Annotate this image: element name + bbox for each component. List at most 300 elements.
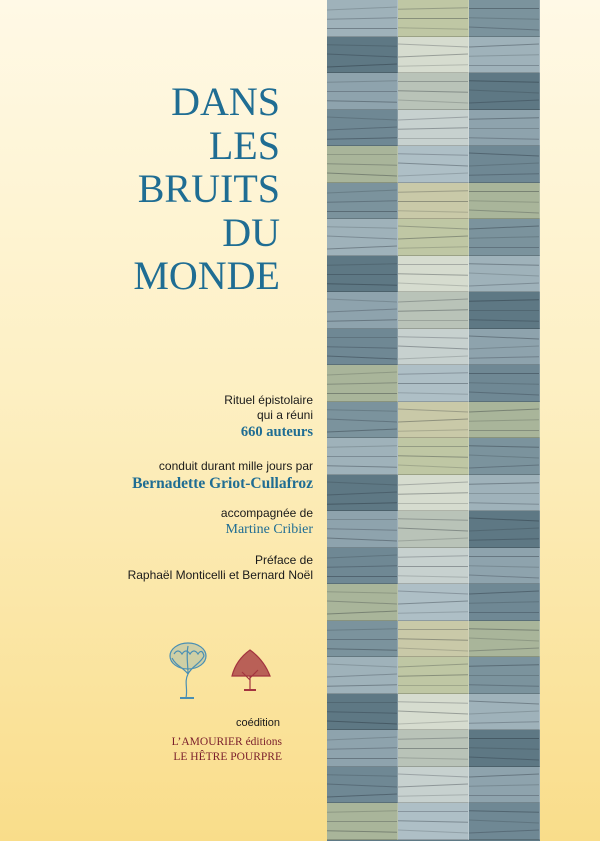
collage-tile	[327, 621, 398, 658]
handwriting-stroke	[469, 27, 539, 31]
handwriting-stroke	[469, 445, 539, 447]
handwriting-stroke	[469, 226, 539, 230]
title-line: LES	[208, 122, 280, 168]
handwriting-stroke	[398, 320, 468, 321]
collage-tile	[469, 803, 540, 840]
handwriting-stroke	[469, 54, 539, 56]
collage-tile	[469, 37, 540, 74]
handwriting-stroke	[398, 647, 468, 651]
handwriting-stroke	[398, 720, 468, 724]
conduit-line: conduit durant mille jours par	[158, 459, 313, 473]
handwriting-stroke	[469, 795, 539, 796]
collage-tile	[327, 146, 398, 183]
handwriting-stroke	[398, 282, 468, 286]
handwriting-stroke	[469, 810, 539, 812]
title-line: DU	[222, 209, 280, 255]
collage-tile	[398, 0, 469, 37]
handwriting-stroke	[469, 556, 539, 557]
collage-tile	[398, 146, 469, 183]
handwriting-stroke	[398, 27, 468, 29]
collage-tile	[469, 146, 540, 183]
ritual-line: qui a réuni	[256, 408, 313, 422]
handwriting-stroke	[469, 90, 539, 94]
handwriting-stroke	[398, 418, 468, 422]
handwriting-stroke	[469, 100, 539, 104]
handwriting-stroke	[398, 345, 468, 349]
handwriting-stroke	[327, 63, 397, 67]
handwriting-stroke	[327, 465, 397, 467]
collage-tile	[327, 73, 398, 110]
collage-tile	[398, 548, 469, 585]
handwriting-stroke	[398, 201, 468, 202]
handwriting-stroke	[398, 638, 468, 640]
olive-tree-icon	[170, 643, 206, 698]
handwriting-stroke	[327, 783, 397, 787]
handwriting-stroke	[327, 601, 397, 605]
handwriting-stroke	[469, 493, 539, 494]
collage-tile	[469, 511, 540, 548]
collage-tile	[398, 402, 469, 439]
handwriting-stroke	[398, 309, 468, 311]
handwriting-stroke	[469, 710, 539, 714]
collage-tile	[398, 584, 469, 621]
collage-tile	[327, 183, 398, 220]
collage-tile	[469, 730, 540, 767]
handwriting-stroke	[469, 518, 539, 522]
handwriting-stroke	[398, 372, 468, 374]
handwriting-stroke	[327, 628, 397, 630]
preface-line: Préface de	[254, 553, 313, 567]
collage-tile	[327, 730, 398, 767]
collage-tile	[398, 329, 469, 366]
handwriting-stroke	[327, 810, 397, 812]
handwriting-stroke	[398, 336, 468, 338]
collage-tile	[469, 0, 540, 37]
handwriting-stroke	[398, 518, 468, 520]
handwriting-stroke	[398, 429, 468, 431]
handwriting-stroke	[327, 830, 397, 832]
handwriting-stroke	[327, 428, 397, 432]
handwriting-stroke	[469, 272, 539, 276]
collage-tile	[398, 292, 469, 329]
handwriting-stroke	[469, 209, 539, 213]
handwriting-stroke	[327, 126, 397, 130]
handwriting-stroke	[469, 684, 539, 686]
collage-tile	[469, 110, 540, 147]
handwriting-stroke	[327, 737, 397, 741]
handwriting-stroke	[327, 355, 397, 359]
handwriting-stroke	[469, 419, 539, 421]
collage-tile	[469, 584, 540, 621]
handwriting-stroke	[327, 747, 397, 749]
handwriting-stroke	[398, 273, 468, 275]
handwriting-stroke	[398, 355, 468, 359]
handwriting-stroke	[327, 648, 397, 650]
handwriting-stroke	[469, 319, 539, 321]
handwriting-stroke	[398, 383, 468, 384]
handwriting-stroke	[327, 283, 397, 285]
collage-artwork	[327, 0, 540, 841]
handwriting-stroke	[327, 246, 397, 250]
handwriting-stroke	[398, 210, 468, 212]
collage-tile	[327, 37, 398, 74]
collage-tile	[469, 329, 540, 366]
collage-tile	[398, 511, 469, 548]
handwriting-stroke	[398, 43, 468, 47]
collage-tile	[469, 621, 540, 658]
handwriting-stroke	[327, 711, 397, 713]
handwriting-stroke	[398, 138, 468, 139]
handwriting-stroke	[327, 702, 397, 703]
handwriting-stroke	[469, 591, 539, 595]
collage-tile	[398, 621, 469, 658]
collage-tile	[327, 365, 398, 402]
handwriting-stroke	[469, 565, 539, 567]
handwriting-stroke	[398, 701, 468, 703]
handwriting-stroke	[327, 200, 397, 202]
handwriting-stroke	[327, 565, 397, 567]
handwriting-stroke	[398, 820, 468, 822]
handwriting-stroke	[469, 173, 539, 175]
handwriting-stroke	[327, 346, 397, 348]
collage-tile	[327, 803, 398, 840]
handwriting-stroke	[327, 538, 397, 542]
handwriting-stroke	[327, 189, 397, 193]
handwriting-stroke	[327, 309, 397, 313]
handwriting-stroke	[469, 263, 539, 265]
handwriting-stroke	[327, 445, 397, 447]
handwriting-stroke	[469, 784, 539, 786]
collage-tile	[469, 73, 540, 110]
handwriting-stroke	[469, 820, 539, 824]
handwriting-stroke	[327, 528, 397, 530]
handwriting-stroke	[469, 538, 539, 540]
title-line: MONDE	[133, 253, 280, 298]
handwriting-stroke	[469, 574, 539, 578]
collage-tile	[469, 475, 540, 512]
handwriting-stroke	[398, 81, 468, 82]
collage-tile	[327, 292, 398, 329]
handwriting-stroke	[327, 7, 397, 11]
handwriting-stroke	[398, 116, 468, 120]
collage-tile	[398, 657, 469, 694]
collage-tile	[469, 183, 540, 220]
collage-tile	[327, 694, 398, 731]
handwriting-stroke	[398, 629, 468, 630]
ritual-block	[224, 393, 313, 441]
handwriting-stroke	[398, 481, 468, 485]
handwriting-stroke	[327, 173, 397, 177]
handwriting-stroke	[327, 758, 397, 759]
handwriting-stroke	[327, 299, 397, 303]
handwriting-stroke	[327, 91, 397, 92]
handwriting-stroke	[398, 566, 468, 567]
handwriting-stroke	[469, 8, 539, 9]
handwriting-stroke	[469, 502, 539, 504]
collage-tile	[398, 475, 469, 512]
handwriting-stroke	[469, 738, 539, 739]
handwriting-stroke	[398, 7, 468, 9]
handwriting-stroke	[469, 721, 539, 723]
handwriting-stroke	[469, 700, 539, 704]
handwriting-stroke	[469, 455, 539, 459]
collage-tile	[327, 438, 398, 475]
collage-tile	[469, 365, 540, 402]
book-title	[120, 80, 280, 298]
handwriting-stroke	[469, 664, 539, 666]
handwriting-stroke	[327, 393, 397, 394]
handwriting-stroke	[327, 576, 397, 577]
handwriting-stroke	[469, 612, 539, 613]
handwriting-stroke	[398, 90, 468, 92]
handwriting-stroke	[327, 720, 397, 724]
title-line: DANS	[171, 79, 280, 124]
handwriting-stroke	[469, 637, 539, 641]
handwriting-stroke	[398, 685, 468, 686]
ritual-line: Rituel épistolaire	[224, 393, 313, 407]
handwriting-stroke	[469, 373, 539, 374]
collage-tile	[469, 767, 540, 804]
handwriting-stroke	[398, 455, 468, 457]
handwriting-stroke	[398, 100, 468, 104]
handwriting-stroke	[327, 116, 397, 120]
collage-tile	[327, 584, 398, 621]
title-line: BRUITS	[137, 166, 280, 211]
handwriting-stroke	[469, 80, 539, 82]
handwriting-stroke	[327, 44, 397, 46]
handwriting-stroke	[398, 299, 468, 303]
handwriting-stroke	[469, 191, 539, 192]
handwriting-stroke	[327, 611, 397, 615]
handwriting-stroke	[469, 465, 539, 469]
handwriting-stroke	[398, 127, 468, 129]
collage-tile	[398, 73, 469, 110]
handwriting-stroke	[469, 17, 539, 19]
collage-tile	[469, 402, 540, 439]
handwriting-stroke	[327, 137, 397, 139]
handwriting-stroke	[327, 674, 397, 678]
collage-tile	[327, 0, 398, 37]
collage-tile	[327, 657, 398, 694]
handwriting-stroke	[327, 226, 397, 228]
handwriting-stroke	[398, 226, 468, 230]
collage-tile	[398, 110, 469, 147]
collage-tile	[398, 183, 469, 220]
handwriting-stroke	[469, 247, 539, 248]
handwriting-stroke	[469, 282, 539, 286]
collage-tile	[398, 438, 469, 475]
handwriting-stroke	[327, 554, 397, 558]
handwriting-stroke	[398, 674, 468, 676]
handwriting-stroke	[398, 492, 468, 494]
collage-tile	[327, 475, 398, 512]
handwriting-stroke	[469, 382, 539, 384]
preface-block	[128, 553, 313, 583]
accompanied-line: accompagnée de	[220, 506, 313, 520]
collage-tile	[398, 365, 469, 402]
handwriting-stroke	[327, 639, 397, 640]
handwriting-stroke	[398, 264, 468, 265]
coedition-label: coédition	[235, 717, 280, 729]
collage-tile	[469, 256, 540, 293]
collage-tile	[469, 292, 540, 329]
handwriting-stroke	[469, 601, 539, 603]
handwriting-stroke	[398, 392, 468, 394]
collage-tile	[327, 548, 398, 585]
handwriting-stroke	[398, 757, 468, 759]
collage-tile	[327, 110, 398, 147]
handwriting-stroke	[469, 528, 539, 532]
handwriting-stroke	[469, 392, 539, 396]
handwriting-stroke	[469, 236, 539, 238]
collage-tile	[398, 730, 469, 767]
handwriting-stroke	[469, 65, 539, 66]
collage-tile	[398, 803, 469, 840]
handwriting-stroke	[398, 53, 468, 57]
handwriting-stroke	[327, 591, 397, 593]
handwriting-stroke	[398, 246, 468, 248]
handwriting-stroke	[327, 774, 397, 776]
handwriting-stroke	[327, 409, 397, 411]
handwriting-stroke	[327, 17, 397, 19]
publisher-logos	[166, 640, 284, 700]
handwriting-stroke	[469, 163, 539, 167]
handwriting-stroke	[327, 154, 397, 155]
handwriting-stroke	[327, 481, 397, 485]
publisher-name: LE HÊTRE POURPRE	[173, 751, 282, 763]
handwriting-stroke	[398, 664, 468, 668]
handwriting-stroke	[398, 528, 468, 532]
handwriting-stroke	[469, 675, 539, 676]
handwriting-stroke	[398, 236, 468, 240]
handwriting-stroke	[327, 502, 397, 504]
handwriting-stroke	[469, 747, 539, 749]
handwriting-stroke	[327, 53, 397, 57]
handwriting-stroke	[398, 748, 468, 749]
handwriting-stroke	[327, 80, 397, 82]
publisher-name: L’AMOURIER éditions	[171, 736, 282, 748]
collage-tile	[327, 329, 398, 366]
handwriting-stroke	[398, 538, 468, 542]
handwriting-stroke	[398, 830, 468, 834]
handwriting-stroke	[469, 408, 539, 412]
handwriting-stroke	[398, 64, 468, 66]
collage-tile	[398, 694, 469, 731]
handwriting-stroke	[327, 28, 397, 29]
handwriting-stroke	[398, 811, 468, 812]
handwriting-stroke	[398, 601, 468, 605]
handwriting-stroke	[327, 319, 397, 321]
handwriting-stroke	[398, 408, 468, 412]
handwriting-stroke	[327, 382, 397, 384]
handwriting-stroke	[469, 310, 539, 311]
handwriting-stroke	[398, 153, 468, 155]
handwriting-stroke	[469, 628, 539, 630]
collage-tile	[398, 37, 469, 74]
handwriting-stroke	[398, 173, 468, 177]
collage-tile	[469, 657, 540, 694]
collage-tile	[327, 402, 398, 439]
handwriting-stroke	[469, 356, 539, 358]
collage-tile	[327, 256, 398, 293]
handwriting-stroke	[398, 465, 468, 469]
handwriting-stroke	[398, 555, 468, 557]
handwriting-stroke	[327, 211, 397, 212]
collage-tile	[327, 219, 398, 256]
handwriting-stroke	[398, 575, 468, 577]
handwriting-stroke	[398, 18, 468, 19]
handwriting-stroke	[469, 153, 539, 157]
handwriting-stroke	[469, 647, 539, 651]
handwriting-stroke	[327, 372, 397, 376]
handwriting-stroke	[327, 793, 397, 797]
handwriting-stroke	[469, 482, 539, 484]
handwriting-stroke	[398, 783, 468, 787]
handwriting-stroke	[469, 299, 539, 301]
collage-tile	[327, 511, 398, 548]
handwriting-stroke	[327, 664, 397, 668]
collage-tile	[327, 767, 398, 804]
handwriting-stroke	[398, 737, 468, 739]
beech-tree-icon	[232, 650, 270, 690]
handwriting-stroke	[398, 773, 468, 777]
handwriting-stroke	[469, 200, 539, 202]
handwriting-stroke	[327, 100, 397, 102]
handwriting-stroke	[469, 757, 539, 761]
handwriting-stroke	[327, 263, 397, 265]
conduit-block	[132, 459, 313, 494]
collage-tile	[398, 256, 469, 293]
handwriting-stroke	[327, 163, 397, 165]
handwriting-stroke	[327, 418, 397, 422]
handwriting-stroke	[327, 236, 397, 240]
handwriting-stroke	[398, 611, 468, 613]
handwriting-stroke	[398, 163, 468, 167]
handwriting-stroke	[469, 128, 539, 129]
handwriting-stroke	[469, 117, 539, 119]
handwriting-stroke	[469, 137, 539, 139]
handwriting-stroke	[398, 446, 468, 447]
collage-tile	[469, 219, 540, 256]
handwriting-stroke	[327, 491, 397, 495]
handwriting-stroke	[469, 430, 539, 431]
handwriting-stroke	[469, 335, 539, 339]
publishers-block	[172, 735, 282, 765]
handwriting-stroke	[327, 456, 397, 457]
accompanied-block	[221, 506, 313, 539]
handwriting-stroke	[327, 821, 397, 822]
handwriting-stroke	[327, 337, 397, 338]
handwriting-stroke	[469, 43, 539, 47]
handwriting-stroke	[469, 345, 539, 349]
handwriting-stroke	[469, 773, 539, 777]
preface-names: Raphaël Monticelli et Bernard Noël	[127, 568, 313, 582]
collage-tile	[469, 438, 540, 475]
handwriting-stroke	[327, 274, 397, 275]
main-author: Bernadette Griot-Cullafroz	[132, 475, 313, 492]
handwriting-stroke	[398, 710, 468, 714]
handwriting-stroke	[398, 591, 468, 595]
collage-tile	[469, 694, 540, 731]
collage-tile	[398, 767, 469, 804]
handwriting-stroke	[327, 519, 397, 520]
handwriting-stroke	[398, 503, 468, 504]
accompanied-name: Martine Cribier	[225, 522, 313, 537]
handwriting-stroke	[398, 190, 468, 192]
collage-tile	[469, 548, 540, 585]
handwriting-stroke	[398, 794, 468, 796]
handwriting-stroke	[469, 830, 539, 834]
